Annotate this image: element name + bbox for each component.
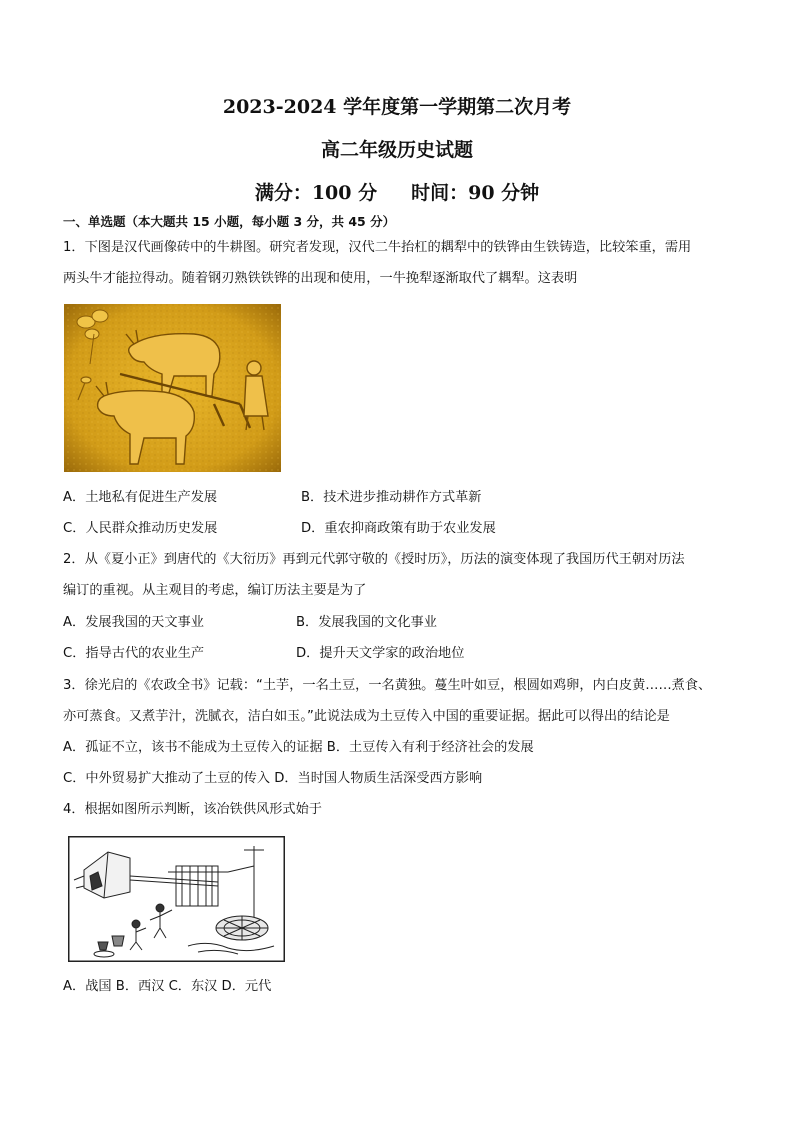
- q2-stem-line2: 编订的重视。从主观目的考虑，编订历法主要是为了: [63, 583, 367, 598]
- q1-option-d[interactable]: D．重农抑商政策有助于农业发展: [301, 521, 496, 536]
- q2-option-d[interactable]: D．提升天文学家的政治地位: [296, 646, 465, 661]
- q1-stem-line1: 1．下图是汉代画像砖中的牛耕图。研究者发现，汉代二牛抬杠的耦犁中的铁铧由生铁铸造，比较笨重，需用: [63, 240, 692, 255]
- smelting-bellows-image: [68, 836, 285, 962]
- q4-stem: 4．根据如图所示判断，该冶铁供风形式始于: [63, 802, 322, 817]
- full-score: 满分：100 分: [254, 182, 378, 204]
- exam-time: 时间：90 分钟: [411, 182, 540, 204]
- q3-stem-line1: 3．徐光启的《农政全书》记载：“土芋，一名土豆，一名黄独。蔓生叶如豆，根圆如鸡卵，内白皮黄……煮食、: [63, 678, 712, 693]
- q2-stem-line1: 2．从《夏小正》到唐代的《大衍历》再到元代郭守敬的《授时历》，历法的演变体现了我国历代王朝对历法: [63, 552, 685, 567]
- water-powered-bellows-illustration: [68, 836, 285, 962]
- q2-option-a[interactable]: A．发展我国的天文事业: [63, 615, 204, 630]
- exam-title: 2023-2024 学年度第一学期第二次月考: [222, 96, 572, 118]
- q2-option-b[interactable]: B．发展我国的文化事业: [296, 615, 437, 630]
- q3-options-line1[interactable]: A．孤证不立，该书不能成为土豆传入的证据 B．土豆传入有利于经济社会的发展: [63, 740, 534, 755]
- section-heading: 一、单选题（本大题共 15 小题，每小题 3 分，共 45 分）: [63, 214, 396, 229]
- exam-meta: [0, 178, 794, 205]
- q3-options-line2[interactable]: C．中外贸易扩大推动了土豆的传入 D．当时国人物质生活深受西方影响: [63, 771, 483, 786]
- q1-option-c[interactable]: C．人民群众推动历史发展: [63, 521, 218, 536]
- q1-option-b[interactable]: B．技术进步推动耕作方式革新: [301, 490, 482, 505]
- ox-plowing-illustration: [64, 304, 281, 472]
- q1-option-a[interactable]: A．土地私有促进生产发展: [63, 490, 218, 505]
- ox-plowing-brick-image: [64, 304, 281, 472]
- q3-stem-line2: 亦可蒸食。又煮芋汁，洗腻衣，洁白如玉。”此说法成为土豆传入中国的重要证据。据此可以得出的结论是: [63, 709, 670, 724]
- exam-subtitle: 高二年级历史试题: [320, 139, 473, 161]
- q4-options[interactable]: A．战国 B．西汉 C．东汉 D．元代: [63, 979, 272, 994]
- q1-stem-line2: 两头牛才能拉得动。随着钢刃熟铁铁铧的出现和使用，一牛挽犁逐渐取代了耦犁。这表明: [63, 271, 578, 286]
- q2-option-c[interactable]: C．指导古代的农业生产: [63, 646, 205, 661]
